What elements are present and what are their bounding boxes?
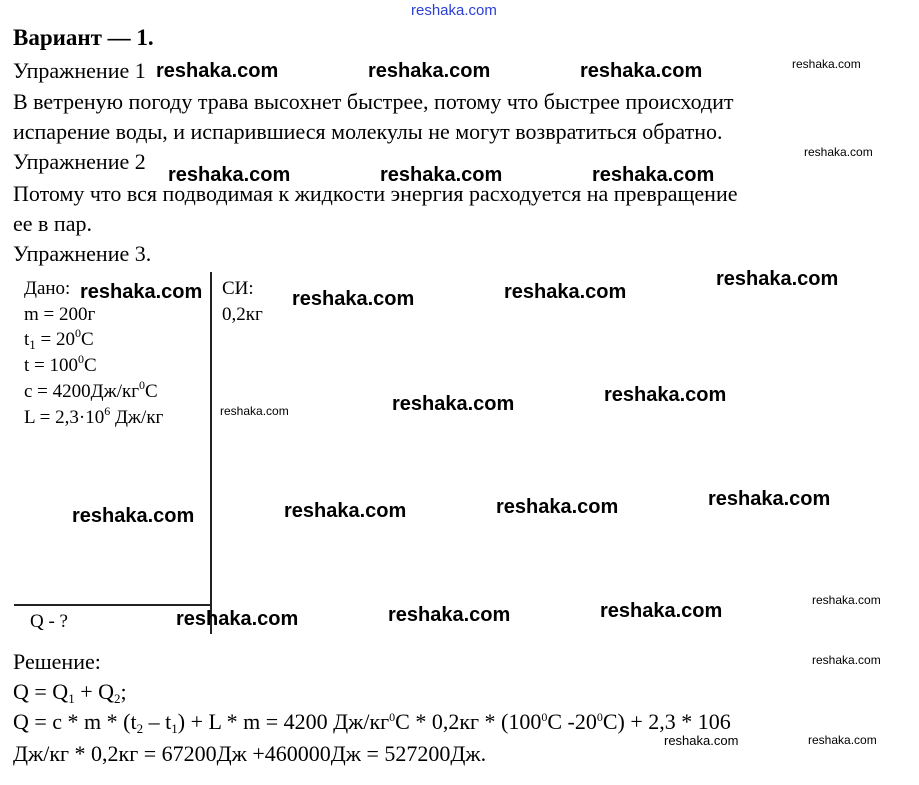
si-label: СИ: — [222, 278, 254, 299]
exercise-2-line-1: Потому что вся подводимая к жидкости энергия расходуется на превращение — [13, 181, 738, 206]
watermark: reshaka.com — [368, 60, 491, 82]
exercise-2-heading: Упражнение 2 — [13, 149, 146, 174]
watermark-small: reshaka.com — [220, 404, 289, 418]
given-divider-horizontal — [14, 604, 211, 606]
watermark: reshaka.com — [176, 608, 299, 630]
watermark: reshaka.com — [284, 500, 407, 522]
watermark: reshaka.com — [708, 488, 831, 510]
watermark-small: reshaka.com — [808, 733, 877, 747]
given-mass: m = 200г — [24, 304, 96, 325]
si-mass: 0,2кг — [222, 304, 263, 325]
given-L: $L = 2,3\cdot 10^6$ Дж/кг — [24, 404, 164, 428]
watermark: reshaka.com — [156, 60, 279, 82]
exercise-1-heading: Упражнение 1 — [13, 58, 146, 83]
solution-formula-2: $Q = c * m * (t_2 - t_1) + L * m = 4200$ $Дж/кг^0С * 0,2кг * (100^0С$ $-20^0С) + 2,3 * 106$ — [13, 709, 731, 736]
page-title: Вариант — 1. — [13, 25, 154, 50]
watermark: reshaka.com — [388, 604, 511, 626]
solution-label: Решение: — [13, 649, 101, 674]
watermark-small: reshaka.com — [664, 733, 739, 748]
given-label: Дано: — [24, 278, 71, 299]
given-t: $t = 100^0С$ — [24, 352, 97, 376]
solution-formula-1: $Q = Q_1 + Q_2$; — [13, 679, 127, 706]
watermark: reshaka.com — [716, 268, 839, 290]
exercise-1-line-1: В ветреную погоду трава высохнет быстрее, потому что быстрее происходит — [13, 89, 734, 114]
watermark: reshaka.com — [580, 60, 703, 82]
watermark: reshaka.com — [392, 393, 515, 415]
watermark: reshaka.com — [80, 281, 203, 303]
watermark: reshaka.com — [380, 164, 503, 186]
watermark-small: reshaka.com — [792, 57, 861, 71]
exercise-1-line-2: испарение воды, и испарившиеся молекулы не могут возвратиться обратно. — [13, 119, 723, 144]
find-quantity: Q - ? — [30, 611, 68, 632]
watermark: reshaka.com — [504, 281, 627, 303]
watermark-small: reshaka.com — [812, 653, 881, 667]
watermark: reshaka.com — [592, 164, 715, 186]
solution-formula-3: Дж/кг * 0,2кг = 67200Дж +460000Дж = 527200Дж. — [13, 741, 487, 766]
watermark: reshaka.com — [496, 496, 619, 518]
watermark-small: reshaka.com — [812, 593, 881, 607]
site-header-link[interactable]: reshaka.com — [411, 2, 497, 19]
watermark: reshaka.com — [72, 505, 195, 527]
given-c: $с = 4200Дж/кг^0С$ — [24, 378, 158, 402]
exercise-2-line-2: ее в пар. — [13, 211, 92, 236]
watermark: reshaka.com — [604, 384, 727, 406]
watermark-small: reshaka.com — [804, 145, 873, 159]
exercise-3-heading: Упражнение 3. — [13, 241, 152, 266]
given-divider-vertical — [210, 272, 212, 634]
watermark: reshaka.com — [168, 164, 291, 186]
watermark: reshaka.com — [600, 600, 723, 622]
watermark: reshaka.com — [292, 288, 415, 310]
given-t1: $t_1 = 20^0С$ — [24, 326, 94, 352]
